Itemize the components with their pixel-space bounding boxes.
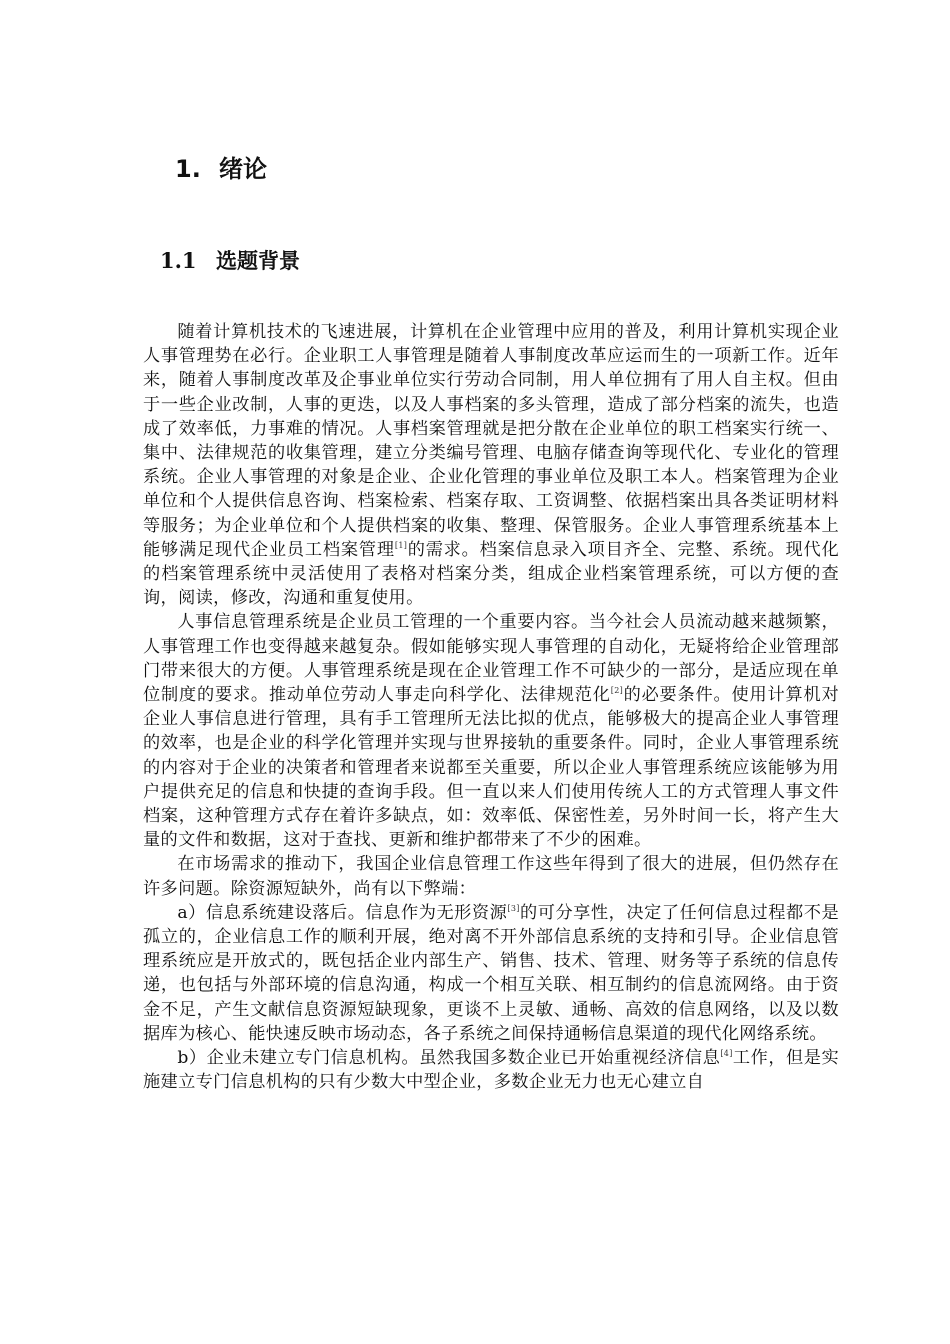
paragraph-text: a）信息系统建设落后。信息作为无形资源	[177, 902, 508, 923]
chapter-title: 绪论	[219, 155, 267, 183]
paragraph-text: b）企业未建立专门信息机构。虽然我国多数企业已开始重视经济信息	[177, 1048, 721, 1069]
body-text	[143, 320, 839, 1095]
citation-ref: [3]	[507, 903, 520, 913]
paragraph-text: 的可分享性，决定了任何信息过程都不是孤立的，企业信息工作的顺利开展，绝对离不开外部信息系统的支持和引导。企业信息管理系统应是开放式的，既包括企业内部生产、销售、技术、管理、财务等子系统的信息传递，也包括与外部环境的信息沟通，构成一个相互关联、相互制约的信息流网络。由于资金不足，产生文献信息资源短缺现象，更谈不上灵敏、通畅、高效的信息网络，以及以数据库为核心、能快速反映市场动态，各子系统之间保持通畅信息渠道的现代化网络系统。	[143, 902, 839, 1044]
paragraph-text: 人事信息管理系统是企业员工管理的一个重要内容。当今社会人员流动越来越频繁，人事管理工作也变得越来越复杂。假如能够实现人事管理的自动化，无疑将给企业管理部门带来很大的方便。人事管理系统是现在企业管理工作不可缺少的一部分，是适应现在单位制度的要求。推动单位劳动人事走向科学化、法律规范化	[143, 612, 839, 706]
section-title: 选题背景	[216, 249, 300, 273]
paragraph-text: 的必要条件。使用计算机对企业人事信息进行管理，具有手工管理所无法比拟的优点，能够极大的提高企业人事管理的效率，也是企业的科学化管理并实现与世界接轨的重要条件。同时，企业人事管理系统的内容对于企业的决策者和管理者来说都至关重要，所以企业人事管理系统应该能够为用户提供充足的信息和快捷的查询手段。但一直以来人们使用传统人工的方式管理人事文件档案，这种管理方式存在着许多缺点，如：效率低、保密性差，另外时间一长，将产生大量的文件和数据，这对于查找、更新和维护都带来了不少的困难。	[143, 685, 839, 851]
paragraph	[143, 320, 839, 610]
paragraph	[143, 610, 839, 852]
paragraph	[143, 852, 839, 900]
chapter-heading	[175, 153, 267, 185]
paragraph-text: 随着计算机技术的飞速进展，计算机在企业管理中应用的普及，利用计算机实现企业人事管理势在必行。企业职工人事管理是随着人事制度改革应运而生的一项新工作。近年来，随着人事制度改革及企事业单位实行劳动合同制，用人单位拥有了用人自主权。但由于一些企业改制，人事的更迭，以及人事档案的多头管理，造成了部分档案的流失，也造成了效率低，力事难的情况。人事档案管理就是把分散在企业单位的职工档案实行统一、集中、法律规范的收集管理，建立分类编号管理、电脑存储查询等现代化、专业化的管理系统。企业人事管理的对象是企业、企业化管理的事业单位及职工本人。档案管理为企业单位和个人提供信息咨询、档案检索、档案存取、工资调整、依据档案出具各类证明材料等服务；为企业单位和个人提供档案的收集、整理、保管服务。企业人事管理系统基本上能够满足现代企业员工档案管理	[143, 322, 839, 560]
section-heading	[160, 246, 300, 276]
paragraph	[143, 1046, 839, 1094]
citation-ref: [4]	[720, 1049, 733, 1059]
citation-ref: [2]	[610, 686, 624, 696]
section-number: 1.1	[160, 248, 197, 273]
citation-ref: [1]	[394, 540, 408, 550]
paragraph	[143, 901, 839, 1046]
paragraph-text: 工作，但是实施建立专门信息机构的只有少数大中型企业，多数企业无力也无心建立自	[143, 1048, 839, 1093]
chapter-number: 1.	[175, 155, 201, 183]
paragraph-text: 的需求。档案信息录入项目齐全、完整、系统。现代化的档案管理系统中灵活使用了表格对档案分类，组成企业档案管理系统，可以方便的查询，阅读，修改，沟通和重复使用。	[143, 539, 839, 609]
paragraph-text: 在市场需求的推动下，我国企业信息管理工作这些年得到了很大的进展，但仍然存在许多问题。除资源短缺外，尚有以下弊端：	[143, 854, 839, 899]
